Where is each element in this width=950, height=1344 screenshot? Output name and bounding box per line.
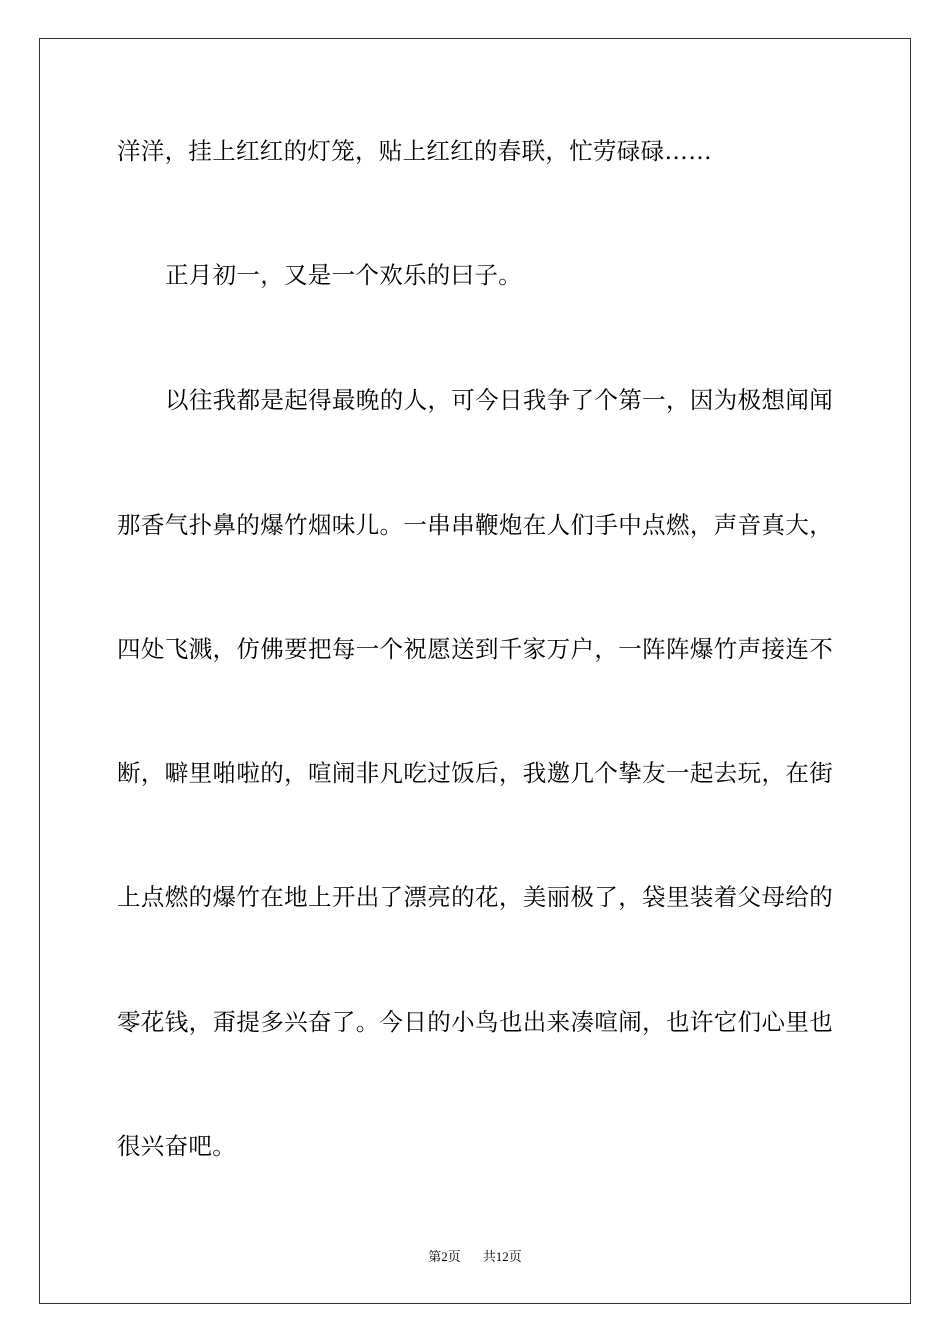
text-line-3: 以往我都是起得最晚的人，可今日我争了个第一，因为极想闻闻 <box>165 386 833 414</box>
total-pages: 12 <box>495 1249 509 1264</box>
total-suffix: 页 <box>508 1250 522 1265</box>
paragraph-first-day: 正月初一，又是一个欢乐的曰子。 <box>165 261 522 289</box>
text-line-1: 洋洋，挂上红红的灯笼，贴上红红的春联，忙劳碌碌…… <box>117 137 712 165</box>
text-line-5: 四处飞溅，仿佛要把每一个祝愿送到千家万户，一阵阵爆竹声接连不 <box>117 635 833 663</box>
page-number: 2 <box>441 1249 448 1264</box>
text-line-6: 断，噼里啪啦的，喧闹非凡吃过饭后，我邀几个挚友一起去玩，在街 <box>117 759 833 787</box>
text-line-7: 上点燃的爆竹在地上开出了漂亮的花，美丽极了，袋里装着父母给的 <box>117 883 833 911</box>
page-footer <box>0 1248 950 1267</box>
page-border <box>39 38 911 1304</box>
text-line-9: 很兴奋吧。 <box>117 1132 236 1160</box>
text-line-8: 零花钱，甭提多兴奋了。今日的小鸟也出来凑喧闹，也许它们心里也 <box>117 1008 833 1036</box>
total-prefix: 共 <box>482 1250 496 1265</box>
page-prefix: 第 <box>428 1250 442 1265</box>
text-line-4: 那香气扑鼻的爆竹烟味儿。一串串鞭炮在人们手中点燃，声音真大， <box>117 511 833 539</box>
page-suffix: 页 <box>447 1250 461 1265</box>
